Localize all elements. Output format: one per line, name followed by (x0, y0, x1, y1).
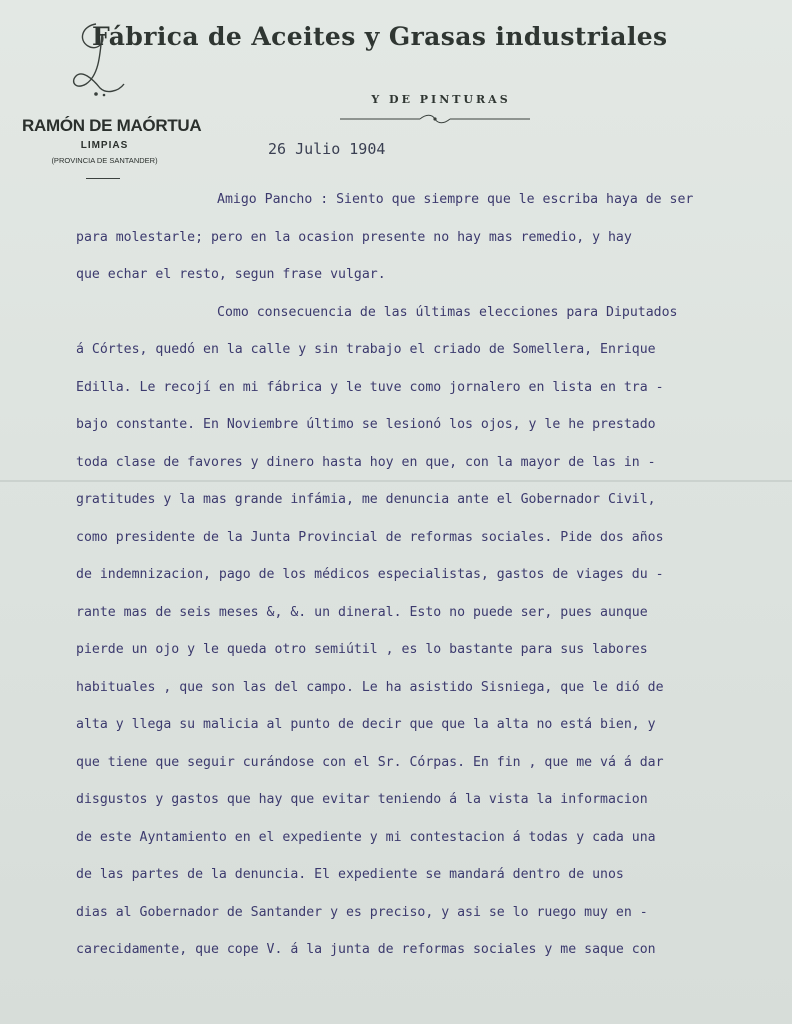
letter-date: 26 Julio 1904 (268, 140, 386, 158)
body-line: que tiene que seguir curándose con el Sr. Córpas. En fin , que me vá á dar (76, 754, 664, 770)
header-divider (86, 178, 120, 179)
body-line: pierde un ojo y le queda otro semiútil , es lo bastante para sus labores (76, 642, 648, 657)
body-line: Edilla. Le recojí en mi fábrica y le tuve como jornalero en lista en tra - (76, 379, 664, 395)
body-line: disgustos y gastos que hay que evitar teniendo á la vista la informacion (76, 792, 648, 807)
body-line: dias al Gobernador de Santander y es preciso, y asi se lo ruego muy en - (76, 904, 648, 920)
letter-body (20, 181, 790, 969)
body-line: alta y llega su malicia al punto de decir que que la alta no está bien, y (76, 717, 656, 732)
body-line: toda clase de favores y dinero hasta hoy en que, con la mayor de las in - (76, 454, 656, 470)
body-line: gratitudes y la mas grande infámia, me denuncia ante el Gobernador Civil, (76, 492, 656, 507)
body-line: bajo constante. En Noviembre último se lesionó los ojos, y le he prestado (76, 417, 656, 432)
letterhead-subtitle: Y DE PINTURAS (371, 93, 511, 106)
body-line: Como consecuencia de las últimas elecciones para Diputados (217, 304, 678, 320)
body-line: Amigo Pancho : Siento que siempre que le escriba haya de ser (217, 192, 694, 207)
province-name: (PROVINCIA DE SANTANDER) (51, 156, 158, 165)
body-line: de este Ayntamiento en el expediente y mi contestacion á todas y cada una (76, 829, 656, 845)
body-line: habituales , que son las del campo. Le ha asistido Sisniega, que le dió de (76, 679, 664, 695)
body-line: de las partes de la denuncia. El expediente se mandará dentro de unos (76, 867, 624, 882)
ornamental-rule (340, 114, 530, 124)
town-name: LIMPIAS (80, 140, 129, 151)
body-line: que echar el resto, segun frase vulgar. (76, 267, 386, 282)
company-name: RAMÓN DE MAÓRTUA (22, 116, 202, 135)
body-line: rante mas de seis meses &, &. un dineral. Esto no puede ser, pues aunque (76, 604, 648, 620)
body-line: para molestarle; pero en la ocasion presente no hay mas remedio, y hay (76, 229, 632, 245)
body-line: carecidamente, que cope V. á la junta de reformas sociales y me saque con (76, 942, 656, 957)
body-line: de indemnizacion, pago de los médicos especialistas, gastos de viages du - (76, 567, 664, 582)
letterhead-title: Fábrica de Aceites y Grasas industriales (92, 22, 668, 51)
body-line: como presidente de la Junta Provincial de reformas sociales. Pide dos años (76, 529, 664, 545)
body-line: á Córtes, quedó en la calle y sin trabajo el criado de Somellera, Enrique (76, 342, 656, 357)
